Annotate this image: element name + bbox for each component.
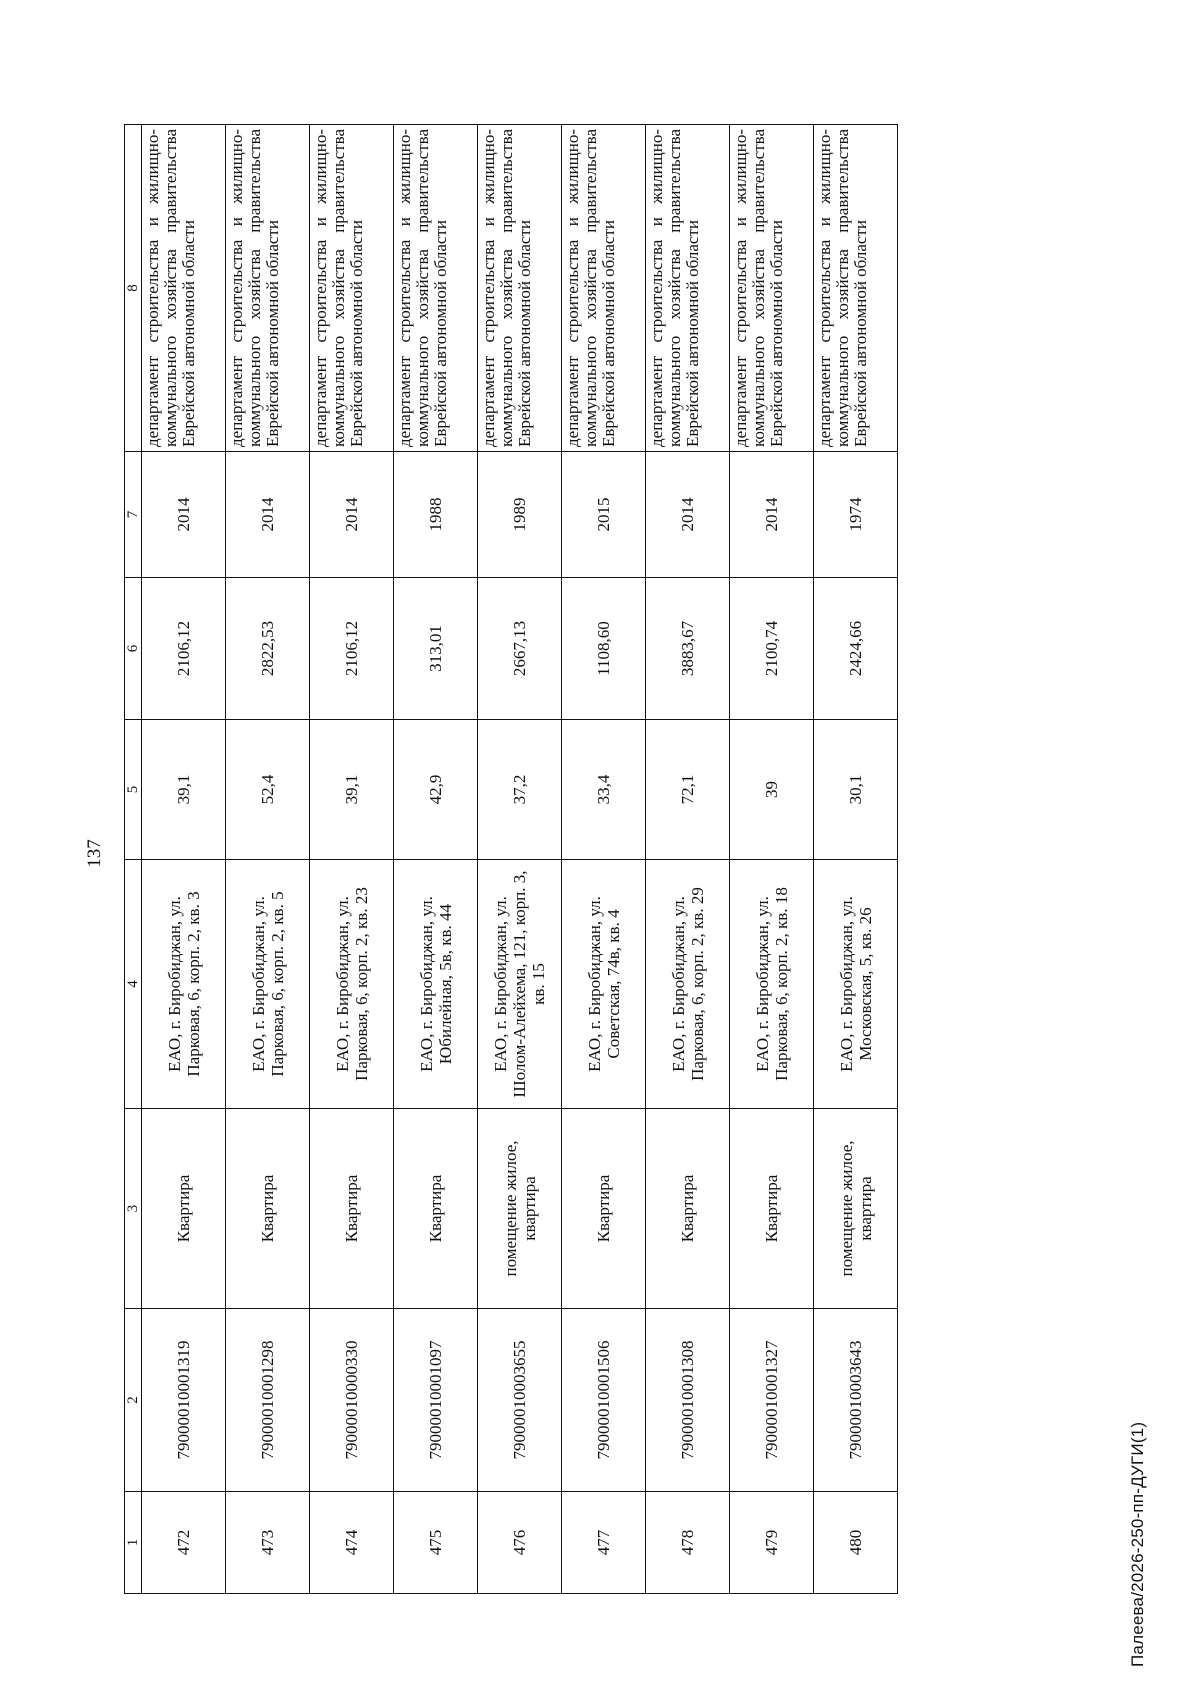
column-number: 5 bbox=[125, 720, 142, 860]
cadastral-number-cell: 79000010001319 bbox=[142, 1309, 226, 1492]
cadastral-value-cell: 2100,74 bbox=[730, 578, 814, 720]
cadastral-value-cell: 313,01 bbox=[394, 578, 478, 720]
area-cell: 33,4 bbox=[562, 720, 646, 860]
table-row bbox=[394, 125, 478, 1594]
year-cell: 1974 bbox=[814, 452, 898, 578]
cadastral-value-cell: 3883,67 bbox=[646, 578, 730, 720]
cadastral-number-cell: 79000010001308 bbox=[646, 1309, 730, 1492]
cadastral-number-cell: 79000010001298 bbox=[226, 1309, 310, 1492]
table-row bbox=[814, 125, 898, 1594]
object-type-cell: Квартира bbox=[142, 1109, 226, 1309]
year-cell: 1989 bbox=[478, 452, 562, 578]
right-holder-cell: департамент строительства и жилищно-коммунального хозяйства правительства Еврейской автономной области bbox=[730, 125, 814, 452]
right-holder-cell: департамент строительства и жилищно-коммунального хозяйства правительства Еврейской автономной области bbox=[478, 125, 562, 452]
cadastral-value-cell: 2106,12 bbox=[310, 578, 394, 720]
object-type-cell: Квартира bbox=[226, 1109, 310, 1309]
table-row bbox=[730, 125, 814, 1594]
address-cell: ЕАО, г. Биробиджан, ул. Парковая, 6, корп. 2, кв. 29 bbox=[646, 860, 730, 1109]
object-type-cell: Квартира bbox=[562, 1109, 646, 1309]
cadastral-value-cell: 2667,13 bbox=[478, 578, 562, 720]
right-holder-cell: департамент строительства и жилищно-коммунального хозяйства правительства Еврейской автономной области bbox=[562, 125, 646, 452]
row-number-cell: 473 bbox=[226, 1492, 310, 1594]
year-cell: 2014 bbox=[310, 452, 394, 578]
page-number: 137 bbox=[84, 839, 105, 868]
area-cell: 42,9 bbox=[394, 720, 478, 860]
table-row bbox=[646, 125, 730, 1594]
cadastral-number-cell: 79000010001327 bbox=[730, 1309, 814, 1492]
cadastral-number-cell: 79000010003643 bbox=[814, 1309, 898, 1492]
address-cell: ЕАО, г. Биробиджан, ул. Парковая, 6, корп. 2, кв. 3 bbox=[142, 860, 226, 1109]
right-holder-cell: департамент строительства и жилищно-коммунального хозяйства правительства Еврейской автономной области bbox=[814, 125, 898, 452]
column-number: 2 bbox=[125, 1309, 142, 1492]
object-type-cell: помещение жилое, квартира bbox=[478, 1109, 562, 1309]
year-cell: 1988 bbox=[394, 452, 478, 578]
row-number-cell: 475 bbox=[394, 1492, 478, 1594]
right-holder-cell: департамент строительства и жилищно-коммунального хозяйства правительства Еврейской автономной области bbox=[226, 125, 310, 452]
address-cell: ЕАО, г. Биробиджан, ул. Шолом-Алейхема, 121, корп. 3, кв. 15 bbox=[478, 860, 562, 1109]
area-cell: 30,1 bbox=[814, 720, 898, 860]
cadastral-value-cell: 2822,53 bbox=[226, 578, 310, 720]
property-table bbox=[124, 124, 898, 1594]
area-cell: 39,1 bbox=[142, 720, 226, 860]
address-cell: ЕАО, г. Биробиджан, ул. Парковая, 6, корп. 2, кв. 5 bbox=[226, 860, 310, 1109]
year-cell: 2014 bbox=[646, 452, 730, 578]
document-code: Палеева/2026-250-пп-ДУГИ(1) bbox=[1128, 1421, 1147, 1667]
row-number-cell: 474 bbox=[310, 1492, 394, 1594]
cadastral-number-cell: 79000010000330 bbox=[310, 1309, 394, 1492]
object-type-cell: Квартира bbox=[730, 1109, 814, 1309]
column-number: 1 bbox=[125, 1492, 142, 1594]
table-row bbox=[226, 125, 310, 1594]
row-number-cell: 472 bbox=[142, 1492, 226, 1594]
address-cell: ЕАО, г. Биробиджан, ул. Юбилейная, 5в, кв. 44 bbox=[394, 860, 478, 1109]
area-cell: 37,2 bbox=[478, 720, 562, 860]
row-number-cell: 476 bbox=[478, 1492, 562, 1594]
area-cell: 72,1 bbox=[646, 720, 730, 860]
object-type-cell: Квартира bbox=[646, 1109, 730, 1309]
cadastral-number-cell: 79000010001097 bbox=[394, 1309, 478, 1492]
right-holder-cell: департамент строительства и жилищно-коммунального хозяйства правительства Еврейской автономной области bbox=[394, 125, 478, 452]
year-cell: 2014 bbox=[142, 452, 226, 578]
address-cell: ЕАО, г. Биробиджан, ул. Парковая, 6, корп. 2, кв. 23 bbox=[310, 860, 394, 1109]
right-holder-cell: департамент строительства и жилищно-коммунального хозяйства правительства Еврейской автономной области bbox=[142, 125, 226, 452]
column-number: 7 bbox=[125, 452, 142, 578]
object-type-cell: помещение жилое, квартира bbox=[814, 1109, 898, 1309]
column-number: 3 bbox=[125, 1109, 142, 1309]
column-number: 6 bbox=[125, 578, 142, 720]
table-row bbox=[142, 125, 226, 1594]
table-row bbox=[478, 125, 562, 1594]
area-cell: 39 bbox=[730, 720, 814, 860]
column-number-row bbox=[125, 125, 142, 1594]
address-cell: ЕАО, г. Биробиджан, ул. Московская, 5, кв. 26 bbox=[814, 860, 898, 1109]
cadastral-value-cell: 2424,66 bbox=[814, 578, 898, 720]
cadastral-value-cell: 1108,60 bbox=[562, 578, 646, 720]
cadastral-number-cell: 79000010001506 bbox=[562, 1309, 646, 1492]
row-number-cell: 480 bbox=[814, 1492, 898, 1594]
table-row bbox=[562, 125, 646, 1594]
cadastral-value-cell: 2106,12 bbox=[142, 578, 226, 720]
address-cell: ЕАО, г. Биробиджан, ул. Советская, 74в, кв. 4 bbox=[562, 860, 646, 1109]
year-cell: 2014 bbox=[226, 452, 310, 578]
area-cell: 52,4 bbox=[226, 720, 310, 860]
row-number-cell: 477 bbox=[562, 1492, 646, 1594]
year-cell: 2015 bbox=[562, 452, 646, 578]
column-number: 4 bbox=[125, 860, 142, 1109]
table-row bbox=[310, 125, 394, 1594]
address-cell: ЕАО, г. Биробиджан, ул. Парковая, 6, корп. 2, кв. 18 bbox=[730, 860, 814, 1109]
object-type-cell: Квартира bbox=[394, 1109, 478, 1309]
cadastral-number-cell: 79000010003655 bbox=[478, 1309, 562, 1492]
right-holder-cell: департамент строительства и жилищно-коммунального хозяйства правительства Еврейской автономной области bbox=[310, 125, 394, 452]
year-cell: 2014 bbox=[730, 452, 814, 578]
area-cell: 39,1 bbox=[310, 720, 394, 860]
column-number: 8 bbox=[125, 125, 142, 452]
object-type-cell: Квартира bbox=[310, 1109, 394, 1309]
right-holder-cell: департамент строительства и жилищно-коммунального хозяйства правительства Еврейской автономной области bbox=[646, 125, 730, 452]
row-number-cell: 479 bbox=[730, 1492, 814, 1594]
row-number-cell: 478 bbox=[646, 1492, 730, 1594]
